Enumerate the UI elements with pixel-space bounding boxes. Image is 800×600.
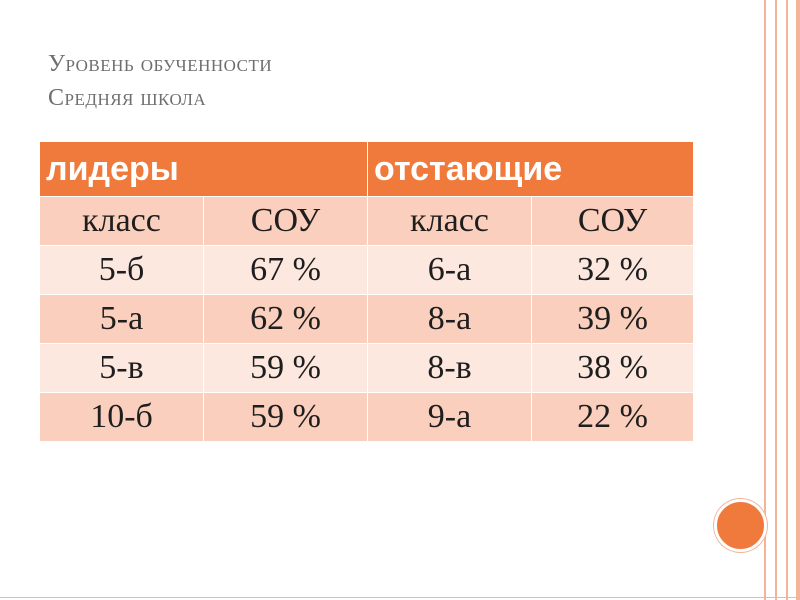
table-cell: 22 % [532,393,694,442]
table-cell: 8-в [368,344,532,393]
results-table [39,141,694,442]
decorative-line [796,0,800,600]
table-subheader-row [40,197,694,246]
decorative-circle-icon [714,499,767,552]
title-line-2: Средняя школа [48,85,207,111]
table-cell: 9-а [368,393,532,442]
table-row [40,295,694,344]
table-row [40,246,694,295]
table-header-row [40,142,694,197]
table-row [40,393,694,442]
table-cell: 8-а [368,295,532,344]
table-cell: 38 % [532,344,694,393]
table-cell: 32 % [532,246,694,295]
decorative-line [764,0,766,600]
table-cell: 5-б [40,246,204,295]
table-cell: 62 % [204,295,368,344]
table-cell: 67 % [204,246,368,295]
header-laggards: отстающие [368,142,694,197]
table-row [40,344,694,393]
table-cell: 5-а [40,295,204,344]
slide-title [48,47,272,115]
title-line-1: Уровень обученности [48,51,273,77]
table-cell: 5-в [40,344,204,393]
subheader-cell: класс [368,197,532,246]
subheader-cell: класс [40,197,204,246]
decorative-line [775,0,777,600]
header-leaders: лидеры [40,142,368,197]
table-cell: 39 % [532,295,694,344]
table-cell: 59 % [204,344,368,393]
table-cell: 10-б [40,393,204,442]
subheader-cell: СОУ [532,197,694,246]
decorative-line [786,0,788,600]
subheader-cell: СОУ [204,197,368,246]
table-cell: 6-а [368,246,532,295]
decorative-bottom-line [0,597,800,598]
table-cell: 59 % [204,393,368,442]
